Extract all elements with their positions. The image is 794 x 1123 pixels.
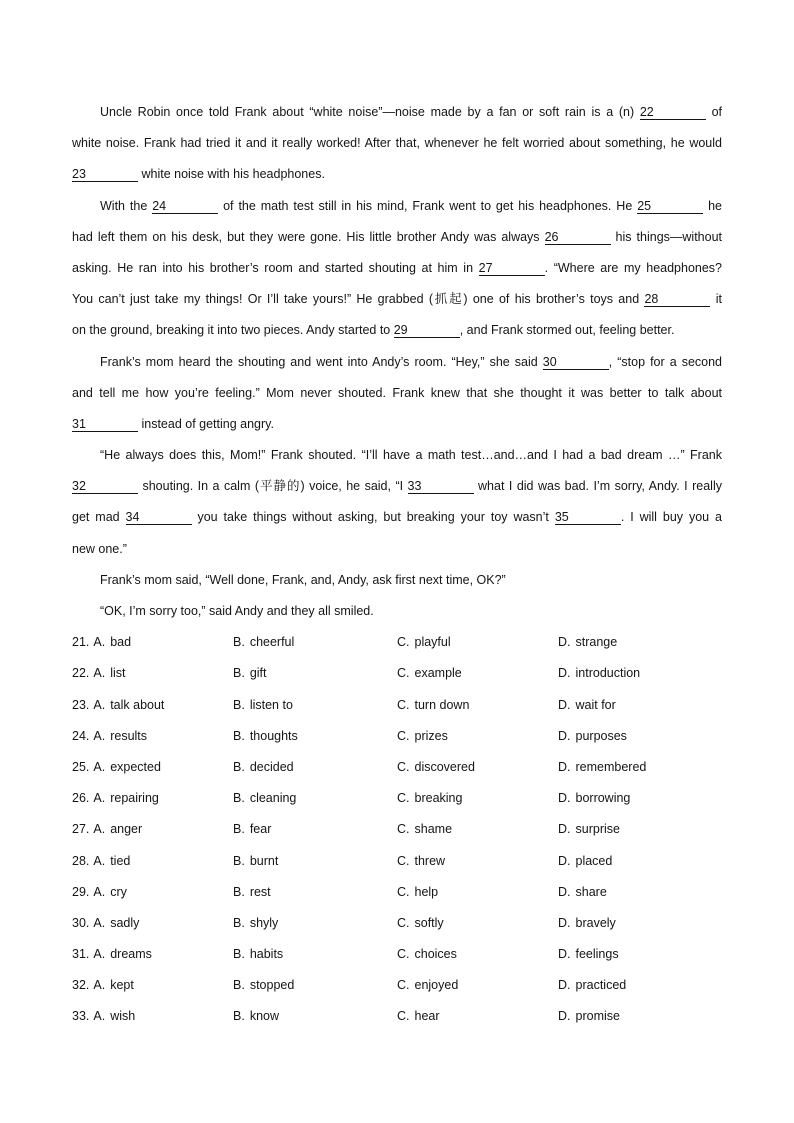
option-text: bad [110,635,132,650]
question-number: 21. [72,635,90,650]
question-row [72,877,722,908]
option-label: A. [93,759,106,774]
option-text: introduction [575,666,641,681]
option-text: promise [575,1009,620,1024]
option-label: A. [93,884,106,899]
option-label: C. [397,915,410,930]
question-number: 32. [72,978,90,993]
question-number: 27. [72,822,90,837]
question-number: 31. [72,947,90,962]
text-run: . I will buy you a [620,510,722,525]
option-text: choices [414,947,457,962]
answer-blank: 34 [126,510,192,525]
option-label: A. [93,666,106,681]
question-number: 29. [72,884,90,899]
option-text: cheerful [249,635,295,650]
text-line [72,222,722,253]
option-b [233,658,397,689]
answer-blank: 29 [394,323,460,338]
option-label: C. [397,1009,410,1024]
option-b [233,939,397,970]
option-text: purposes [575,728,627,743]
option-d [558,658,722,689]
option-label: C. [397,791,410,806]
option-text: results [110,728,148,743]
option-text: help [414,884,439,899]
question-row [72,690,722,721]
option-text: fear [249,822,272,837]
option-label: B. [233,947,245,962]
question-row [72,846,722,877]
option-label: A. [93,635,106,650]
option-a [72,970,233,1001]
text-run: he [703,198,722,213]
option-d [558,721,722,752]
question-options [72,627,722,1032]
option-c [397,970,558,1001]
answer-blank: 24 [152,199,218,214]
text-run: , and Frank stormed out, feeling better. [459,323,675,338]
text-run: You can’t just take my things! Or I’ll take yours!” He grabbed (抓起) one of his brother’s toys and [72,292,645,307]
text-run: on the ground, breaking it into two pieces. Andy started to [72,323,394,338]
answer-blank: 26 [545,230,611,245]
question-row [72,627,722,658]
option-label: C. [397,728,410,743]
option-text: placed [575,853,613,868]
option-label: B. [233,728,245,743]
option-label: D. [558,759,571,774]
option-label: C. [397,884,410,899]
option-b [233,970,397,1001]
option-text: stopped [249,978,295,993]
text-run: white noise. Frank had tried it and it really worked! After that, whenever he felt worried about something, he would [72,136,722,151]
option-b [233,814,397,845]
text-run: new one.” [72,541,127,556]
text-run: and tell me how you’re feeling.” Mom never shouted. Frank knew that she thought it was better to talk about [72,385,722,400]
option-a [72,908,233,939]
option-b [233,908,397,939]
text-run: , “stop for a second [608,354,722,369]
option-label: C. [397,978,410,993]
text-line [72,502,722,533]
option-text: sadly [110,915,140,930]
question-number: 28. [72,853,90,868]
answer-blank: 28 [644,292,710,307]
question-row [72,1001,722,1032]
option-label: A. [93,791,106,806]
text-run: shouting. In a calm (平静的) voice, he said, “I [138,479,408,494]
option-text: turn down [414,697,470,712]
option-label: B. [233,666,245,681]
option-text: remembered [575,759,647,774]
option-d [558,783,722,814]
option-d [558,690,722,721]
text-line [72,347,722,378]
option-text: know [249,1009,279,1024]
option-label: C. [397,822,410,837]
option-label: B. [233,697,245,712]
text-line [72,284,722,315]
option-b [233,721,397,752]
option-c [397,846,558,877]
answer-blank: 33 [408,479,474,494]
option-text: gift [249,666,267,681]
answer-blank: 25 [637,199,703,214]
option-label: D. [558,915,571,930]
option-text: burnt [249,853,279,868]
option-label: A. [93,1009,106,1024]
text-run: of the math test still in his mind, Frank went to get his headphones. He [218,198,638,213]
option-text: surprise [575,822,620,837]
question-number: 30. [72,915,90,930]
option-label: A. [93,978,106,993]
option-text: tied [110,853,131,868]
option-text: shyly [249,915,279,930]
option-d [558,877,722,908]
text-line [72,596,722,627]
option-c [397,690,558,721]
option-c [397,814,558,845]
option-label: B. [233,822,245,837]
option-c [397,908,558,939]
option-label: B. [233,853,245,868]
option-label: C. [397,853,410,868]
option-c [397,721,558,752]
option-label: D. [558,728,571,743]
cloze-passage [72,97,722,627]
question-row [72,939,722,970]
question-number: 24. [72,728,90,743]
option-text: talk about [110,697,165,712]
option-text: feelings [575,947,619,962]
document-content [72,97,722,1033]
option-label: C. [397,635,410,650]
question-number: 26. [72,791,90,806]
question-row [72,908,722,939]
option-text: borrowing [575,791,631,806]
text-run: white noise with his headphones. [138,167,325,182]
option-label: B. [233,1009,245,1024]
option-text: rest [249,884,271,899]
option-label: D. [558,791,571,806]
option-label: C. [397,666,410,681]
option-b [233,783,397,814]
option-a [72,877,233,908]
question-number: 22. [72,666,90,681]
text-line [72,159,722,190]
option-a [72,690,233,721]
paragraph [72,440,722,565]
option-text: cry [110,884,127,899]
option-d [558,1001,722,1032]
option-text: bravely [575,915,616,930]
option-d [558,908,722,939]
text-line [72,378,722,409]
option-text: threw [414,853,446,868]
paragraph [72,596,722,627]
text-line [72,191,722,222]
answer-blank: 35 [555,510,621,525]
option-text: discovered [414,759,475,774]
text-run: of [705,105,722,119]
option-c [397,752,558,783]
option-d [558,939,722,970]
text-run: With the [100,198,153,213]
option-d [558,752,722,783]
option-b [233,877,397,908]
option-label: A. [93,915,106,930]
option-b [233,752,397,783]
option-c [397,1001,558,1032]
answer-blank: 27 [479,261,545,276]
option-label: B. [233,635,245,650]
answer-blank: 32 [72,479,138,494]
option-c [397,939,558,970]
text-run: get mad [72,510,126,525]
option-text: practiced [575,978,627,993]
text-run: Frank’s mom heard the shouting and went into Andy’s room. “Hey,” she said [100,354,543,369]
option-a [72,939,233,970]
option-d [558,814,722,845]
option-label: A. [93,728,106,743]
option-text: breaking [414,791,463,806]
question-row [72,814,722,845]
option-label: D. [558,947,571,962]
text-run: it [710,292,722,307]
text-run: had left them on his desk, but they were gone. His little brother Andy was always [72,229,545,244]
option-text: shame [414,822,453,837]
text-line [72,97,722,128]
text-run: asking. He ran into his brother’s room and started shouting at him in [72,260,479,275]
option-text: decided [249,759,294,774]
text-run: . “Where are my headphones? [544,260,723,275]
text-run: what I did was bad. I’m sorry, Andy. I really [473,479,722,494]
option-text: playful [414,635,451,650]
text-line [72,253,722,284]
option-label: D. [558,978,571,993]
option-a [72,846,233,877]
question-row [72,658,722,689]
option-b [233,846,397,877]
option-text: thoughts [249,728,298,743]
text-run: Uncle Robin once told Frank about “white noise”—noise made by a fan or soft rain is a (n) [100,105,640,119]
text-run: you take things without asking, but breaking your toy wasn’t [191,510,555,525]
option-a [72,752,233,783]
option-a [72,814,233,845]
option-label: D. [558,635,571,650]
option-label: A. [93,947,106,962]
option-b [233,690,397,721]
text-line [72,128,722,159]
option-label: A. [93,697,106,712]
answer-blank: 31 [72,417,138,432]
question-number: 33. [72,1009,90,1024]
option-c [397,877,558,908]
option-d [558,846,722,877]
option-text: softly [414,915,444,930]
option-label: C. [397,947,410,962]
option-b [233,1001,397,1032]
text-run: Frank’s mom said, “Well done, Frank, and, Andy, ask first next time, OK?” [100,572,506,587]
question-number: 25. [72,759,90,774]
text-line [72,534,722,565]
paragraph [72,347,722,441]
option-text: share [575,884,607,899]
option-text: wait for [575,697,616,712]
option-c [397,627,558,658]
text-line [72,440,722,471]
option-label: D. [558,666,571,681]
answer-blank: 22 [640,105,706,120]
paragraph [72,97,722,191]
option-text: habits [249,947,284,962]
text-run: “He always does this, Mom!” Frank shouted. “I’ll have a math test…and…and I had a bad dream …” Frank [100,448,722,463]
question-row [72,970,722,1001]
option-text: hear [414,1009,440,1024]
paragraph [72,191,722,347]
option-d [558,627,722,658]
option-label: A. [93,822,106,837]
option-c [397,783,558,814]
question-row [72,721,722,752]
option-label: D. [558,697,571,712]
option-b [233,627,397,658]
question-row [72,783,722,814]
answer-blank: 30 [543,355,609,370]
option-c [397,658,558,689]
option-label: C. [397,697,410,712]
text-run: “OK, I’m sorry too,” said Andy and they all smiled. [100,604,374,618]
option-label: D. [558,853,571,868]
text-line [72,471,722,502]
option-text: anger [110,822,143,837]
option-label: C. [397,759,410,774]
text-run: his things—without [610,229,722,244]
option-a [72,721,233,752]
option-text: strange [575,635,618,650]
option-text: prizes [414,728,448,743]
option-label: B. [233,759,245,774]
option-label: D. [558,822,571,837]
text-line [72,409,722,440]
option-text: kept [110,978,134,993]
option-a [72,627,233,658]
option-label: A. [93,853,106,868]
option-label: B. [233,915,245,930]
option-a [72,658,233,689]
option-text: list [110,666,126,681]
option-text: cleaning [249,791,297,806]
option-text: repairing [110,791,159,806]
option-text: example [414,666,462,681]
paragraph [72,565,722,596]
option-text: dreams [110,947,152,962]
option-label: B. [233,884,245,899]
text-line [72,315,722,346]
option-label: B. [233,978,245,993]
option-a [72,1001,233,1032]
text-run: instead of getting angry. [138,416,274,431]
option-text: wish [110,1009,136,1024]
question-row [72,752,722,783]
text-line [72,565,722,596]
question-number: 23. [72,697,90,712]
option-text: expected [110,759,161,774]
option-label: D. [558,884,571,899]
option-label: B. [233,791,245,806]
answer-blank: 23 [72,167,138,182]
option-label: D. [558,1009,571,1024]
option-text: listen to [249,697,293,712]
option-a [72,783,233,814]
option-d [558,970,722,1001]
option-text: enjoyed [414,978,459,993]
